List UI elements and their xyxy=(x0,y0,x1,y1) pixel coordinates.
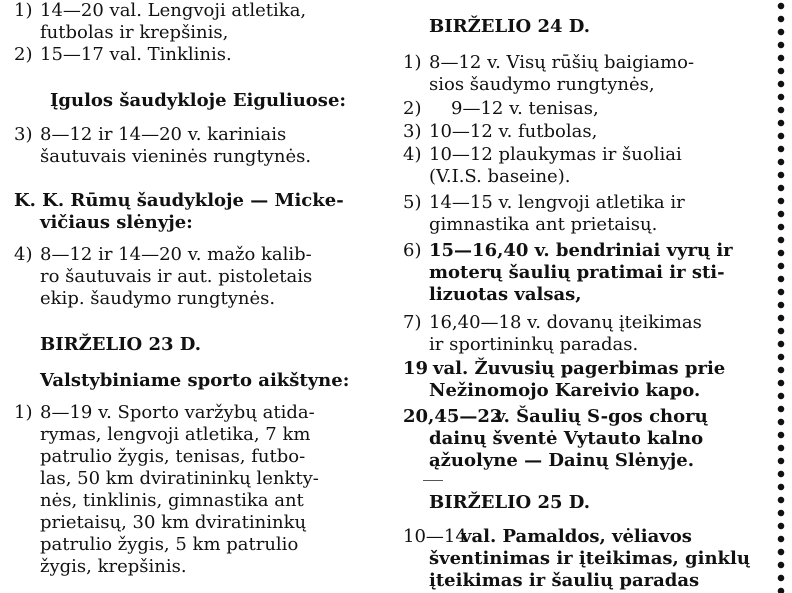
item-text: dainų šventė Vytauto kalno xyxy=(429,428,704,449)
venue-heading: Valstybiniame sporto aikštyne: xyxy=(40,370,350,391)
item-text: šventinimas ir įteikimas, ginklų xyxy=(429,548,750,569)
item-text: 9—12 v. tenisas, xyxy=(451,98,599,119)
item-number: 3) xyxy=(14,124,33,145)
item-text: 15—16,40 v. bendriniai vyrų ir xyxy=(429,240,733,261)
item-text: ąžuolyne — Dainų Slėnyje. xyxy=(429,450,694,471)
item-text: 8—12 ir 14—20 v. kariniais xyxy=(40,124,287,145)
item-number: 2) xyxy=(403,98,422,119)
item-number: 4) xyxy=(403,144,422,165)
item-text: sios šaudymo rungtynės, xyxy=(429,74,655,95)
item-text: įteikimas ir šaulių paradas xyxy=(429,570,700,591)
date-heading: BIRŽELIO 24 D. xyxy=(429,16,591,37)
item-number: 4) xyxy=(14,244,33,265)
item-number: 2) xyxy=(14,44,33,65)
item-number: 7) xyxy=(403,312,422,333)
item-text: 14—20 val. Lengvoji atletika, xyxy=(40,0,307,21)
item-text: futbolas ir krepšinis, xyxy=(40,22,229,43)
item-number: 3) xyxy=(403,121,422,142)
item-text: v. Šaulių S-gos chorų xyxy=(495,406,708,427)
item-number: 5) xyxy=(403,192,422,213)
separator xyxy=(423,480,443,481)
item-text: 10—12 plaukymas ir šuoliai xyxy=(429,144,682,165)
item-text: ekip. šaudymo rungtynės. xyxy=(40,288,276,309)
item-text: 8—12 ir 14—20 v. mažo kalib- xyxy=(40,244,312,265)
item-text: ro šautuvais ir aut. pistoletais xyxy=(40,266,313,287)
item-text: 8—19 v. Sporto varžybų atida- xyxy=(40,402,315,423)
item-text: gimnastika ant prietaisų. xyxy=(429,214,658,235)
item-text: ir sportininkų paradas. xyxy=(429,334,639,355)
item-text: žygis, krepšinis. xyxy=(40,556,187,577)
item-text: 14—15 v. lengvoji atletika ir xyxy=(429,192,685,213)
venue-heading: K. K. Rūmų šaudykloje — Micke- xyxy=(14,190,344,211)
item-text: prietaisų, 30 km dviratininkų xyxy=(40,512,307,533)
venue-heading: vičiaus slėnyje: xyxy=(40,212,193,233)
venue-heading: Įgulos šaudykloje Eiguliuose: xyxy=(50,90,347,111)
date-heading: BIRŽELIO 23 D. xyxy=(40,334,202,355)
item-text: moterų šaulių pratimai ir sti- xyxy=(429,262,725,283)
item-text: patrulio žygis, 5 km patrulio xyxy=(40,534,299,555)
item-text: lizuotas valsas, xyxy=(429,284,582,305)
item-text: las, 50 km dviratininkų lenkty- xyxy=(40,468,319,489)
item-text: 10—12 v. futbolas, xyxy=(429,121,598,142)
item-text: val. Žuvusių pagerbimas prie xyxy=(433,358,726,379)
item-text: rymas, lengvoji atletika, 7 km xyxy=(40,424,311,445)
item-number: 20,45—22 xyxy=(403,406,503,427)
item-number: 1) xyxy=(14,402,33,423)
dotted-border-decoration xyxy=(774,0,788,593)
item-text: 15—17 val. Tinklinis. xyxy=(40,44,232,65)
item-text: patrulio žygis, tenisas, futbo- xyxy=(40,446,306,467)
item-text: (V.I.S. baseine). xyxy=(429,166,571,187)
item-text: Nežinomojo Kareivio kapo. xyxy=(429,380,701,401)
item-text: nės, tinklinis, gimnastika ant xyxy=(40,490,304,511)
item-number: 19 xyxy=(403,358,429,379)
date-heading: BIRŽELIO 25 D. xyxy=(429,492,591,513)
item-number: 1) xyxy=(14,0,33,21)
item-number: 10—14 xyxy=(403,526,467,547)
item-text: šautuvais vieninės rungtynės. xyxy=(40,146,312,167)
item-number: 1) xyxy=(403,52,422,73)
item-text: 16,40—18 v. dovanų įteikimas xyxy=(429,312,702,333)
item-text: val. Pamaldos, vėliavos xyxy=(461,526,692,547)
item-number: 6) xyxy=(403,240,422,261)
item-text: 8—12 v. Visų rūšių baigiamo- xyxy=(429,52,695,73)
